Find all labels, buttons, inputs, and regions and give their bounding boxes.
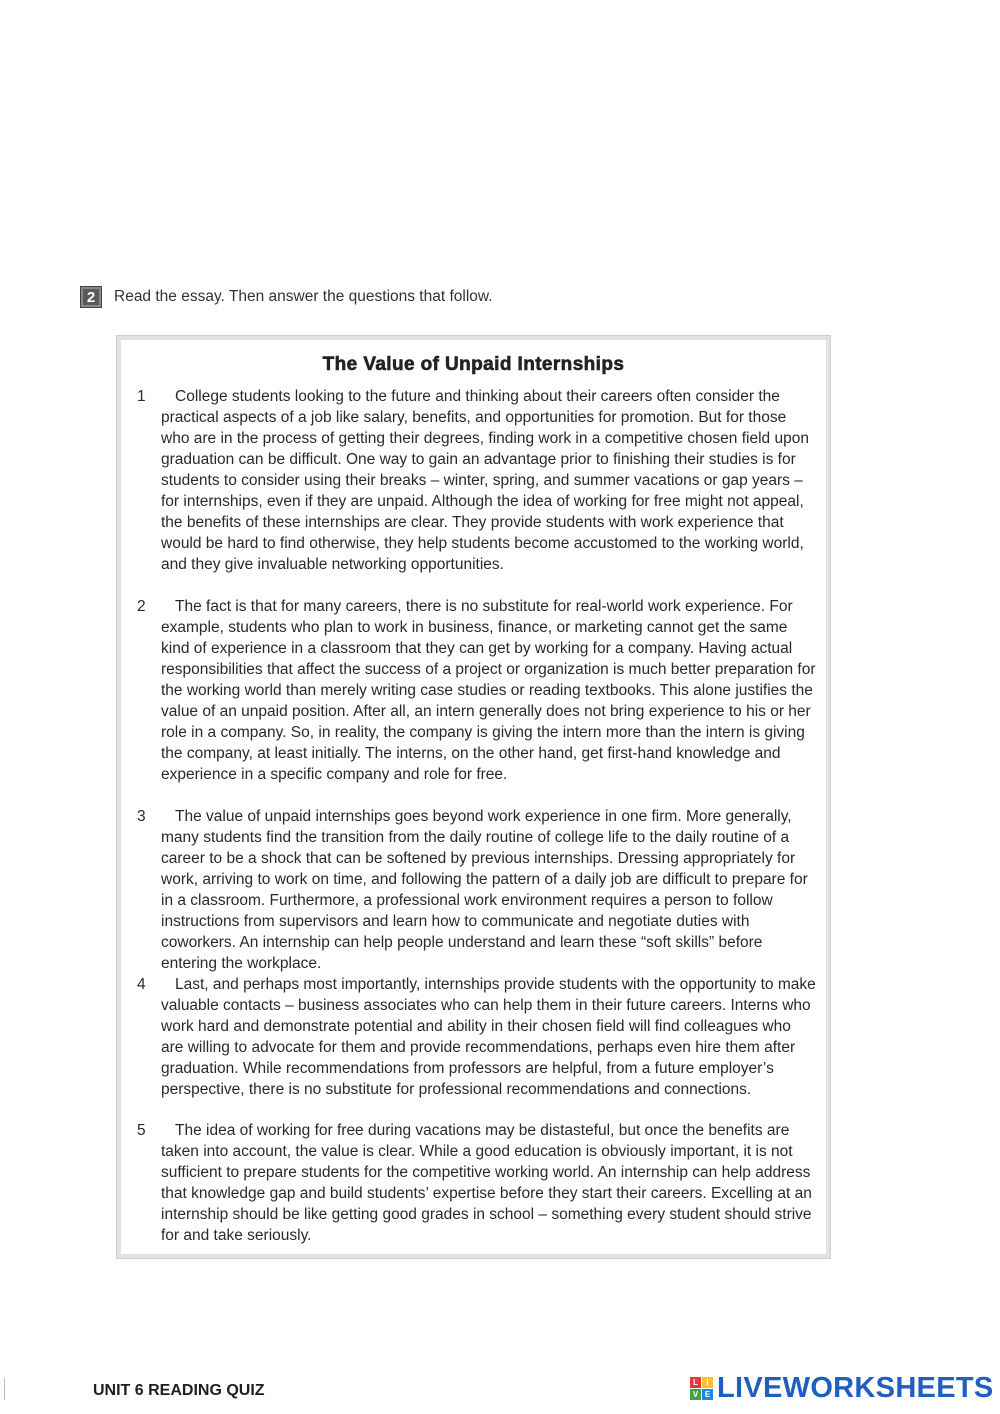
instruction xyxy=(80,286,493,308)
paragraph-4 xyxy=(137,974,817,1100)
paragraph-5 xyxy=(137,1120,817,1246)
instruction-text: Read the essay. Then answer the questions that follow. xyxy=(114,288,493,305)
paragraph-text: The fact is that for many careers, there is no substitute for real-world work experience. For example, students who plan to work in business, finance, or marketing cannot get the same kind of experience in a classroom that they can get by working for a company. Having actual responsibilities that affect the success of a project or organization is much better preparation for the working world than merely writing case studies or reading textbooks. This alone justifies the value of an unpaid position. After all, an intern generally does not bring experience to his or her role in a company. So, in reality, the company is giving the intern more than the intern is giving the company, at least initially. The interns, on the other hand, get first-hand knowledge and experience in a specific company and role for free. xyxy=(161,598,816,783)
paragraph-text: The idea of working for free during vacations may be distasteful, but once the benefits are taken into account, the value is clear. While a good education is obviously important, it is not sufficient to prepare students for the competitive working world. An internship can help address that knowledge gap and build students’ expertise before they start their careers. Excelling at an internship should be like getting good grades in school – something every student should strive for and take seriously. xyxy=(161,1122,812,1244)
paragraph-number: 1 xyxy=(137,388,146,405)
logo-letter: I xyxy=(702,1377,713,1388)
paragraph-3 xyxy=(137,806,817,974)
logo-letter: E xyxy=(702,1389,713,1400)
essay-title: The Value of Unpaid Internships xyxy=(322,354,625,375)
brand-text: LIVEWORKSHEETS xyxy=(717,1372,994,1404)
scan-edge-mark xyxy=(4,1378,5,1400)
logo-letter: V xyxy=(690,1389,701,1400)
paragraph-2 xyxy=(137,596,817,785)
logo-letter: L xyxy=(690,1377,701,1388)
paragraph-number: 4 xyxy=(137,976,146,993)
paragraph-text: Last, and perhaps most importantly, internships provide students with the opportunity to make valuable contacts – business associates who can help them in their future careers. Interns who work hard and demonstrate potential and ability in their chosen field will find colleagues who are willing to advocate for them and provide recommendations, perhaps even hire them after graduation. While recommendations from professors are helpful, from a future employer’s perspective, there is no substitute for professional recommendations and connections. xyxy=(161,976,816,1098)
paragraph-text: College students looking to the future and thinking about their careers often consider the practical aspects of a job like salary, benefits, and opportunities for promotion. But for those who are in the process of getting their degrees, finding work in a competitive chosen field upon graduation can be difficult. One way to gain an advantage prior to finishing their studies is for students to consider using their breaks – winter, spring, and summer vacations or gap years – for internships, even if they are unpaid. Although the idea of working for free might not appeal, the benefits of these internships are clear. They provide students with work experience that would be hard to find otherwise, they help students become accustomed to the working world, and they give invaluable networking opportunities. xyxy=(161,388,809,573)
paragraph-number: 5 xyxy=(137,1122,146,1139)
exercise-number: 2 xyxy=(80,286,102,308)
paragraph-number: 3 xyxy=(137,808,146,825)
paragraph-1 xyxy=(137,386,817,575)
liveworksheets-brand[interactable] xyxy=(690,1372,994,1405)
essay-box xyxy=(117,336,830,1258)
liveworksheets-logo-icon xyxy=(690,1377,713,1400)
paragraph-number: 2 xyxy=(137,598,146,615)
unit-label: UNIT 6 READING QUIZ xyxy=(93,1382,265,1399)
paragraph-text: The value of unpaid internships goes beyond work experience in one firm. More generally, many students find the transition from the daily routine of college life to the daily routine of a career to be a shock that can be softened by previous internships. Dressing appropriately for work, arriving to work on time, and following the pattern of a daily job are difficult to prepare for in a classroom. Furthermore, a professional work environment requires a person to follow instructions from supervisors and learn how to communicate and negotiate duties with coworkers. An internship can help people understand and learn these “soft skills” before entering the workplace. xyxy=(161,808,808,972)
